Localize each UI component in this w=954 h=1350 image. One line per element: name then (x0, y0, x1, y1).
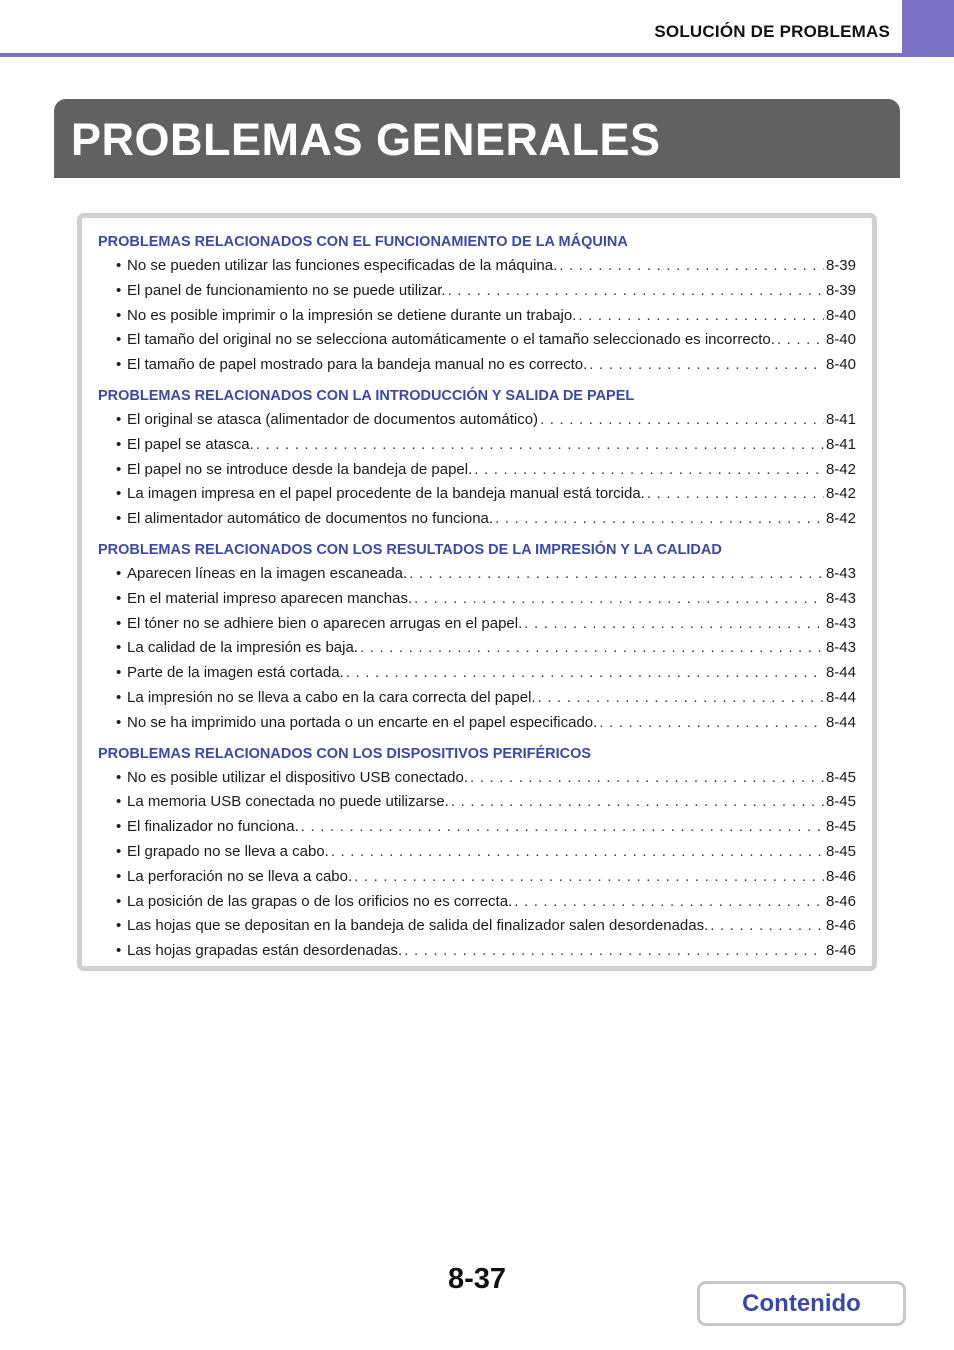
toc-entry-text: La calidad de la impresión es baja. (127, 639, 358, 657)
bullet-icon: • (116, 564, 122, 582)
toc-entry-text: El grapado no se lleva a cabo. (127, 842, 329, 860)
toc-entry-text: La posición de las grapas o de los orificios no es correcta. (127, 892, 513, 910)
toc-entry-text: La perforación no se lleva a cabo. (127, 867, 353, 885)
dot-leader (354, 865, 824, 890)
toc-entry-page: 8-42 (825, 460, 856, 478)
toc-entry-page: 8-46 (825, 942, 856, 960)
dot-leader (331, 840, 824, 865)
toc-entry-page: 8-45 (825, 842, 856, 860)
dot-leader (524, 612, 824, 637)
dot-leader (777, 328, 824, 353)
bullet-icon: • (116, 356, 122, 374)
toc-entry-page: 8-39 (825, 281, 856, 299)
contents-button[interactable]: Contenido (697, 1281, 906, 1326)
title-banner (54, 99, 900, 178)
toc-entry-page: 8-43 (825, 614, 856, 632)
toc-entry[interactable] (98, 587, 856, 612)
dot-leader (589, 353, 824, 378)
header-accent-tab (902, 0, 954, 56)
toc-entry[interactable] (98, 840, 856, 865)
toc-entry-page: 8-40 (825, 306, 856, 324)
page-number: 8-37 (448, 1263, 507, 1295)
toc-entry-page: 8-45 (825, 793, 856, 811)
toc-entry-page: 8-45 (825, 768, 856, 786)
bullet-icon: • (116, 768, 122, 786)
toc-entry-page: 8-44 (825, 688, 856, 706)
bullet-icon: • (116, 713, 122, 731)
dot-leader (559, 254, 824, 279)
toc-entry-text: Parte de la imagen está cortada. (127, 664, 344, 682)
toc-entry[interactable] (98, 636, 856, 661)
dot-leader (495, 507, 824, 532)
toc-entry-page: 8-46 (825, 892, 856, 910)
toc-entry[interactable] (98, 353, 856, 378)
bullet-icon: • (116, 485, 122, 503)
toc-entry[interactable] (98, 433, 856, 458)
toc-entry[interactable] (98, 562, 856, 587)
bullet-icon: • (116, 917, 122, 935)
bullet-icon: • (116, 892, 122, 910)
toc-box (77, 213, 877, 971)
dot-leader (448, 279, 824, 304)
toc-entry-text: No es posible imprimir o la impresión se detiene durante un trabajo. (127, 306, 577, 324)
toc-entry[interactable] (98, 766, 856, 791)
toc-entry[interactable] (98, 507, 856, 532)
bullet-icon: • (116, 331, 122, 349)
toc-entry-page: 8-43 (825, 564, 856, 582)
toc-entry-text: El tamaño de papel mostrado para la bandeja manual no es correcto. (127, 356, 588, 374)
toc-section-heading[interactable]: PROBLEMAS RELACIONADOS CON LOS DISPOSITIVOS PERIFÉRICOS (98, 745, 592, 762)
toc-entry-text: El alimentador automático de documentos no funciona. (127, 510, 494, 528)
toc-entry-text: El tóner no se adhiere bien o aparecen arrugas en el papel. (127, 614, 523, 632)
toc-entry-text: No se ha imprimido una portada o un encarte en el papel especificado. (127, 713, 598, 731)
header-section-title: SOLUCIÓN DE PROBLEMAS (654, 22, 890, 41)
toc-entry-text: El panel de funcionamiento no se puede utilizar. (127, 281, 446, 299)
bullet-icon: • (116, 639, 122, 657)
toc-entry[interactable] (98, 279, 856, 304)
toc-entry-page: 8-40 (825, 331, 856, 349)
toc-entry-page: 8-42 (825, 510, 856, 528)
dot-leader (474, 458, 824, 483)
dot-leader (451, 790, 824, 815)
toc-entry[interactable] (98, 458, 856, 483)
dot-leader (647, 482, 824, 507)
dot-leader (409, 562, 824, 587)
toc-entry-text: El papel no se introduce desde la bandeja de papel. (127, 460, 473, 478)
toc-entry-text: El original se atasca (alimentador de documentos automático) (127, 410, 539, 428)
toc-entry[interactable] (98, 661, 856, 686)
toc-section-heading[interactable]: PROBLEMAS RELACIONADOS CON LOS RESULTADOS DE LA IMPRESIÓN Y LA CALIDAD (98, 541, 722, 558)
toc-entry-page: 8-40 (825, 356, 856, 374)
toc-entry-page: 8-44 (825, 713, 856, 731)
toc-entry-page: 8-44 (825, 664, 856, 682)
dot-leader (256, 433, 824, 458)
toc-entry-page: 8-46 (825, 917, 856, 935)
toc-entry[interactable] (98, 890, 856, 915)
toc-entry[interactable] (98, 328, 856, 353)
toc-entry[interactable] (98, 304, 856, 329)
toc-entry-text: El finalizador no funciona. (127, 818, 299, 836)
toc-entry[interactable] (98, 408, 856, 433)
toc-entry-page: 8-45 (825, 818, 856, 836)
dot-leader (301, 815, 824, 840)
dot-leader (470, 766, 824, 791)
toc-entry[interactable] (98, 254, 856, 279)
toc-entry-page: 8-42 (825, 485, 856, 503)
toc-entry-text: En el material impreso aparecen manchas. (127, 589, 413, 607)
toc-entry[interactable] (98, 939, 856, 964)
toc-entry-text: No se pueden utilizar las funciones especificadas de la máquina. (127, 257, 558, 274)
toc-entry-text: Las hojas que se depositan en la bandeja de salida del finalizador salen desordenadas. (127, 917, 709, 935)
bullet-icon: • (116, 510, 122, 528)
toc-entry[interactable] (98, 865, 856, 890)
toc-list (98, 230, 856, 964)
bullet-icon: • (116, 460, 122, 478)
dot-leader (540, 408, 824, 433)
dot-leader (710, 914, 824, 939)
bullet-icon: • (116, 281, 122, 299)
bullet-icon: • (116, 664, 122, 682)
toc-entry[interactable] (98, 815, 856, 840)
toc-entry-page: 8-39 (825, 257, 856, 274)
toc-entry-text: La imagen impresa en el papel procedente de la bandeja manual está torcida. (127, 485, 645, 503)
toc-entry-text: El tamaño del original no se selecciona automáticamente o el tamaño seleccionado es incorrecto. (127, 331, 775, 349)
toc-entry[interactable] (98, 711, 856, 736)
toc-entry-text: Las hojas grapadas están desordenadas. (127, 942, 403, 960)
toc-entry[interactable] (98, 914, 856, 939)
toc-entry-text: La memoria USB conectada no puede utilizarse. (127, 793, 449, 811)
toc-entry[interactable] (98, 482, 856, 507)
bullet-icon: • (116, 410, 122, 428)
bullet-icon: • (116, 793, 122, 811)
bullet-icon: • (116, 842, 122, 860)
header-rule (0, 53, 954, 57)
bullet-icon: • (116, 867, 122, 885)
bullet-icon: • (116, 589, 122, 607)
bullet-icon: • (116, 435, 122, 453)
dot-leader (514, 890, 824, 915)
toc-entry[interactable] (98, 612, 856, 637)
bullet-icon: • (116, 818, 122, 836)
toc-entry-text: El papel se atasca. (127, 435, 254, 453)
toc-entry-text: Aparecen líneas en la imagen escaneada. (127, 564, 408, 582)
toc-entry-page: 8-43 (825, 639, 856, 657)
toc-entry-page: 8-46 (825, 867, 856, 885)
toc-entry[interactable] (98, 686, 856, 711)
toc-entry-text: No es posible utilizar el dispositivo USB conectado. (127, 768, 469, 786)
bullet-icon: • (116, 614, 122, 632)
dot-leader (599, 711, 824, 736)
dot-leader (360, 636, 824, 661)
toc-entry[interactable] (98, 790, 856, 815)
toc-section-heading[interactable]: PROBLEMAS RELACIONADOS CON EL FUNCIONAMIENTO DE LA MÁQUINA (98, 234, 628, 250)
dot-leader (578, 304, 824, 329)
dot-leader (346, 661, 824, 686)
toc-entry-page: 8-41 (825, 410, 856, 428)
dot-leader (414, 587, 824, 612)
toc-entry-page: 8-43 (825, 589, 856, 607)
bullet-icon: • (116, 257, 122, 274)
toc-entry-text: La impresión no se lleva a cabo en la cara correcta del papel. (127, 688, 536, 706)
bullet-icon: • (116, 688, 122, 706)
dot-leader (538, 686, 824, 711)
toc-entry-page: 8-41 (825, 435, 856, 453)
dot-leader (404, 939, 824, 964)
page-title: PROBLEMAS GENERALES (71, 114, 661, 165)
bullet-icon: • (116, 306, 122, 324)
toc-section-heading[interactable]: PROBLEMAS RELACIONADOS CON LA INTRODUCCIÓN Y SALIDA DE PAPEL (98, 387, 635, 404)
bullet-icon: • (116, 942, 122, 960)
